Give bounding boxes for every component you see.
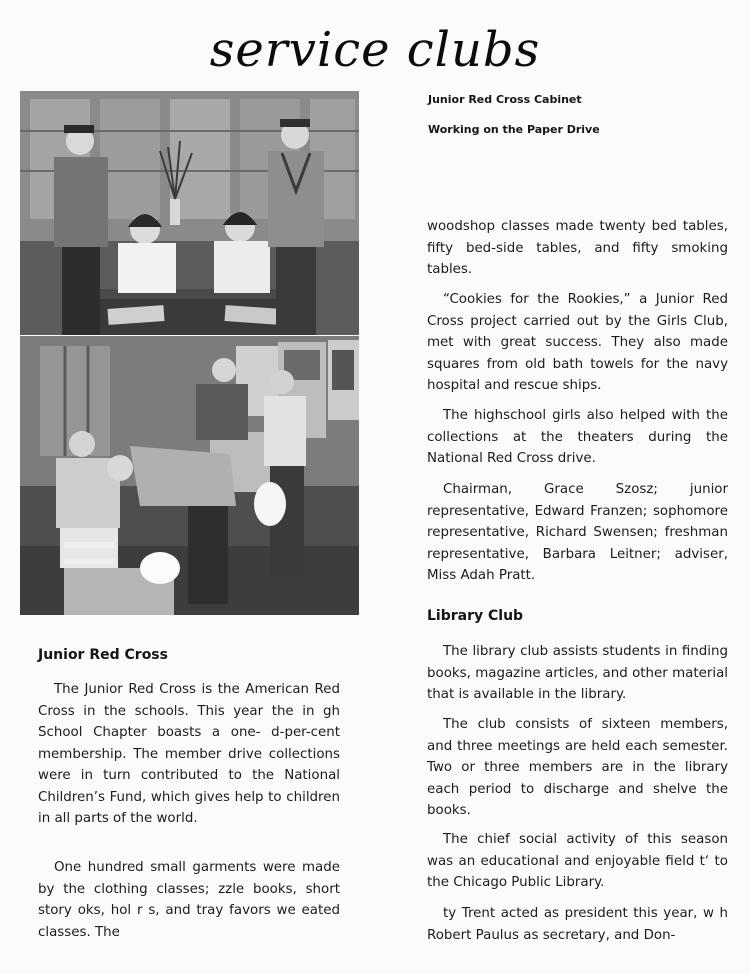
library-paragraph-2: The club consists of sixteen members, and three meetings are held each semester. Two or three members are in the library each period to discharge and shelve the books. bbox=[427, 717, 728, 818]
library-club-heading: Library Club bbox=[427, 608, 524, 624]
caption-paper-drive: Working on the Paper Drive bbox=[428, 123, 600, 136]
cabinet-photo bbox=[20, 91, 359, 335]
right-paragraph-1: woodshop classes made twenty bed tables, fifty bed-side tables, and fifty smoking tables. bbox=[427, 219, 728, 277]
paper-drive-photo bbox=[20, 336, 359, 615]
left-paragraph-2: One hundred small garments were made by the clothing classes; zzle books, short story oks, hol r s, and tray favors we eated classes. The bbox=[38, 860, 340, 940]
library-paragraph-4: ty Trent acted as president this year, w h Robert Paulus as secretary, and Don- bbox=[427, 906, 728, 943]
library-paragraph-3: The chief social activity of this season was an educational and enjoyable field t‘ to the Chicago Public Library. bbox=[427, 832, 728, 890]
page-title: service clubs bbox=[209, 22, 541, 78]
library-paragraph-1: The library club assists students in finding books, magazine articles, and other material that is available in the library. bbox=[427, 644, 728, 702]
right-paragraph-4: Chairman, Grace Szosz; junior representative, Edward Franzen; sophomore representative, Richard Swensen; freshman representative, Barbara Leitner; adviser, Miss Adah Pratt. bbox=[427, 482, 728, 583]
right-paragraph-2: “Cookies for the Rookies,” a Junior Red Cross project carried out by the Girls Club, met with great success. They also made squares from old bath towels for the navy hospital and rescue ships. bbox=[427, 292, 728, 393]
caption-cabinet: Junior Red Cross Cabinet bbox=[428, 93, 582, 106]
junior-red-cross-heading: Junior Red Cross bbox=[38, 647, 168, 663]
left-paragraph-1: The Junior Red Cross is the American Red Cross in the schools. This year the in gh School Chapter boasts a one- d-per-cent membership. The member drive collections were in turn contributed to the National Children’s Fund, which gives help to children in all parts of the world. bbox=[38, 682, 340, 826]
right-paragraph-3: The highschool girls also helped with the collections at the theaters during the National Red Cross drive. bbox=[427, 408, 728, 466]
